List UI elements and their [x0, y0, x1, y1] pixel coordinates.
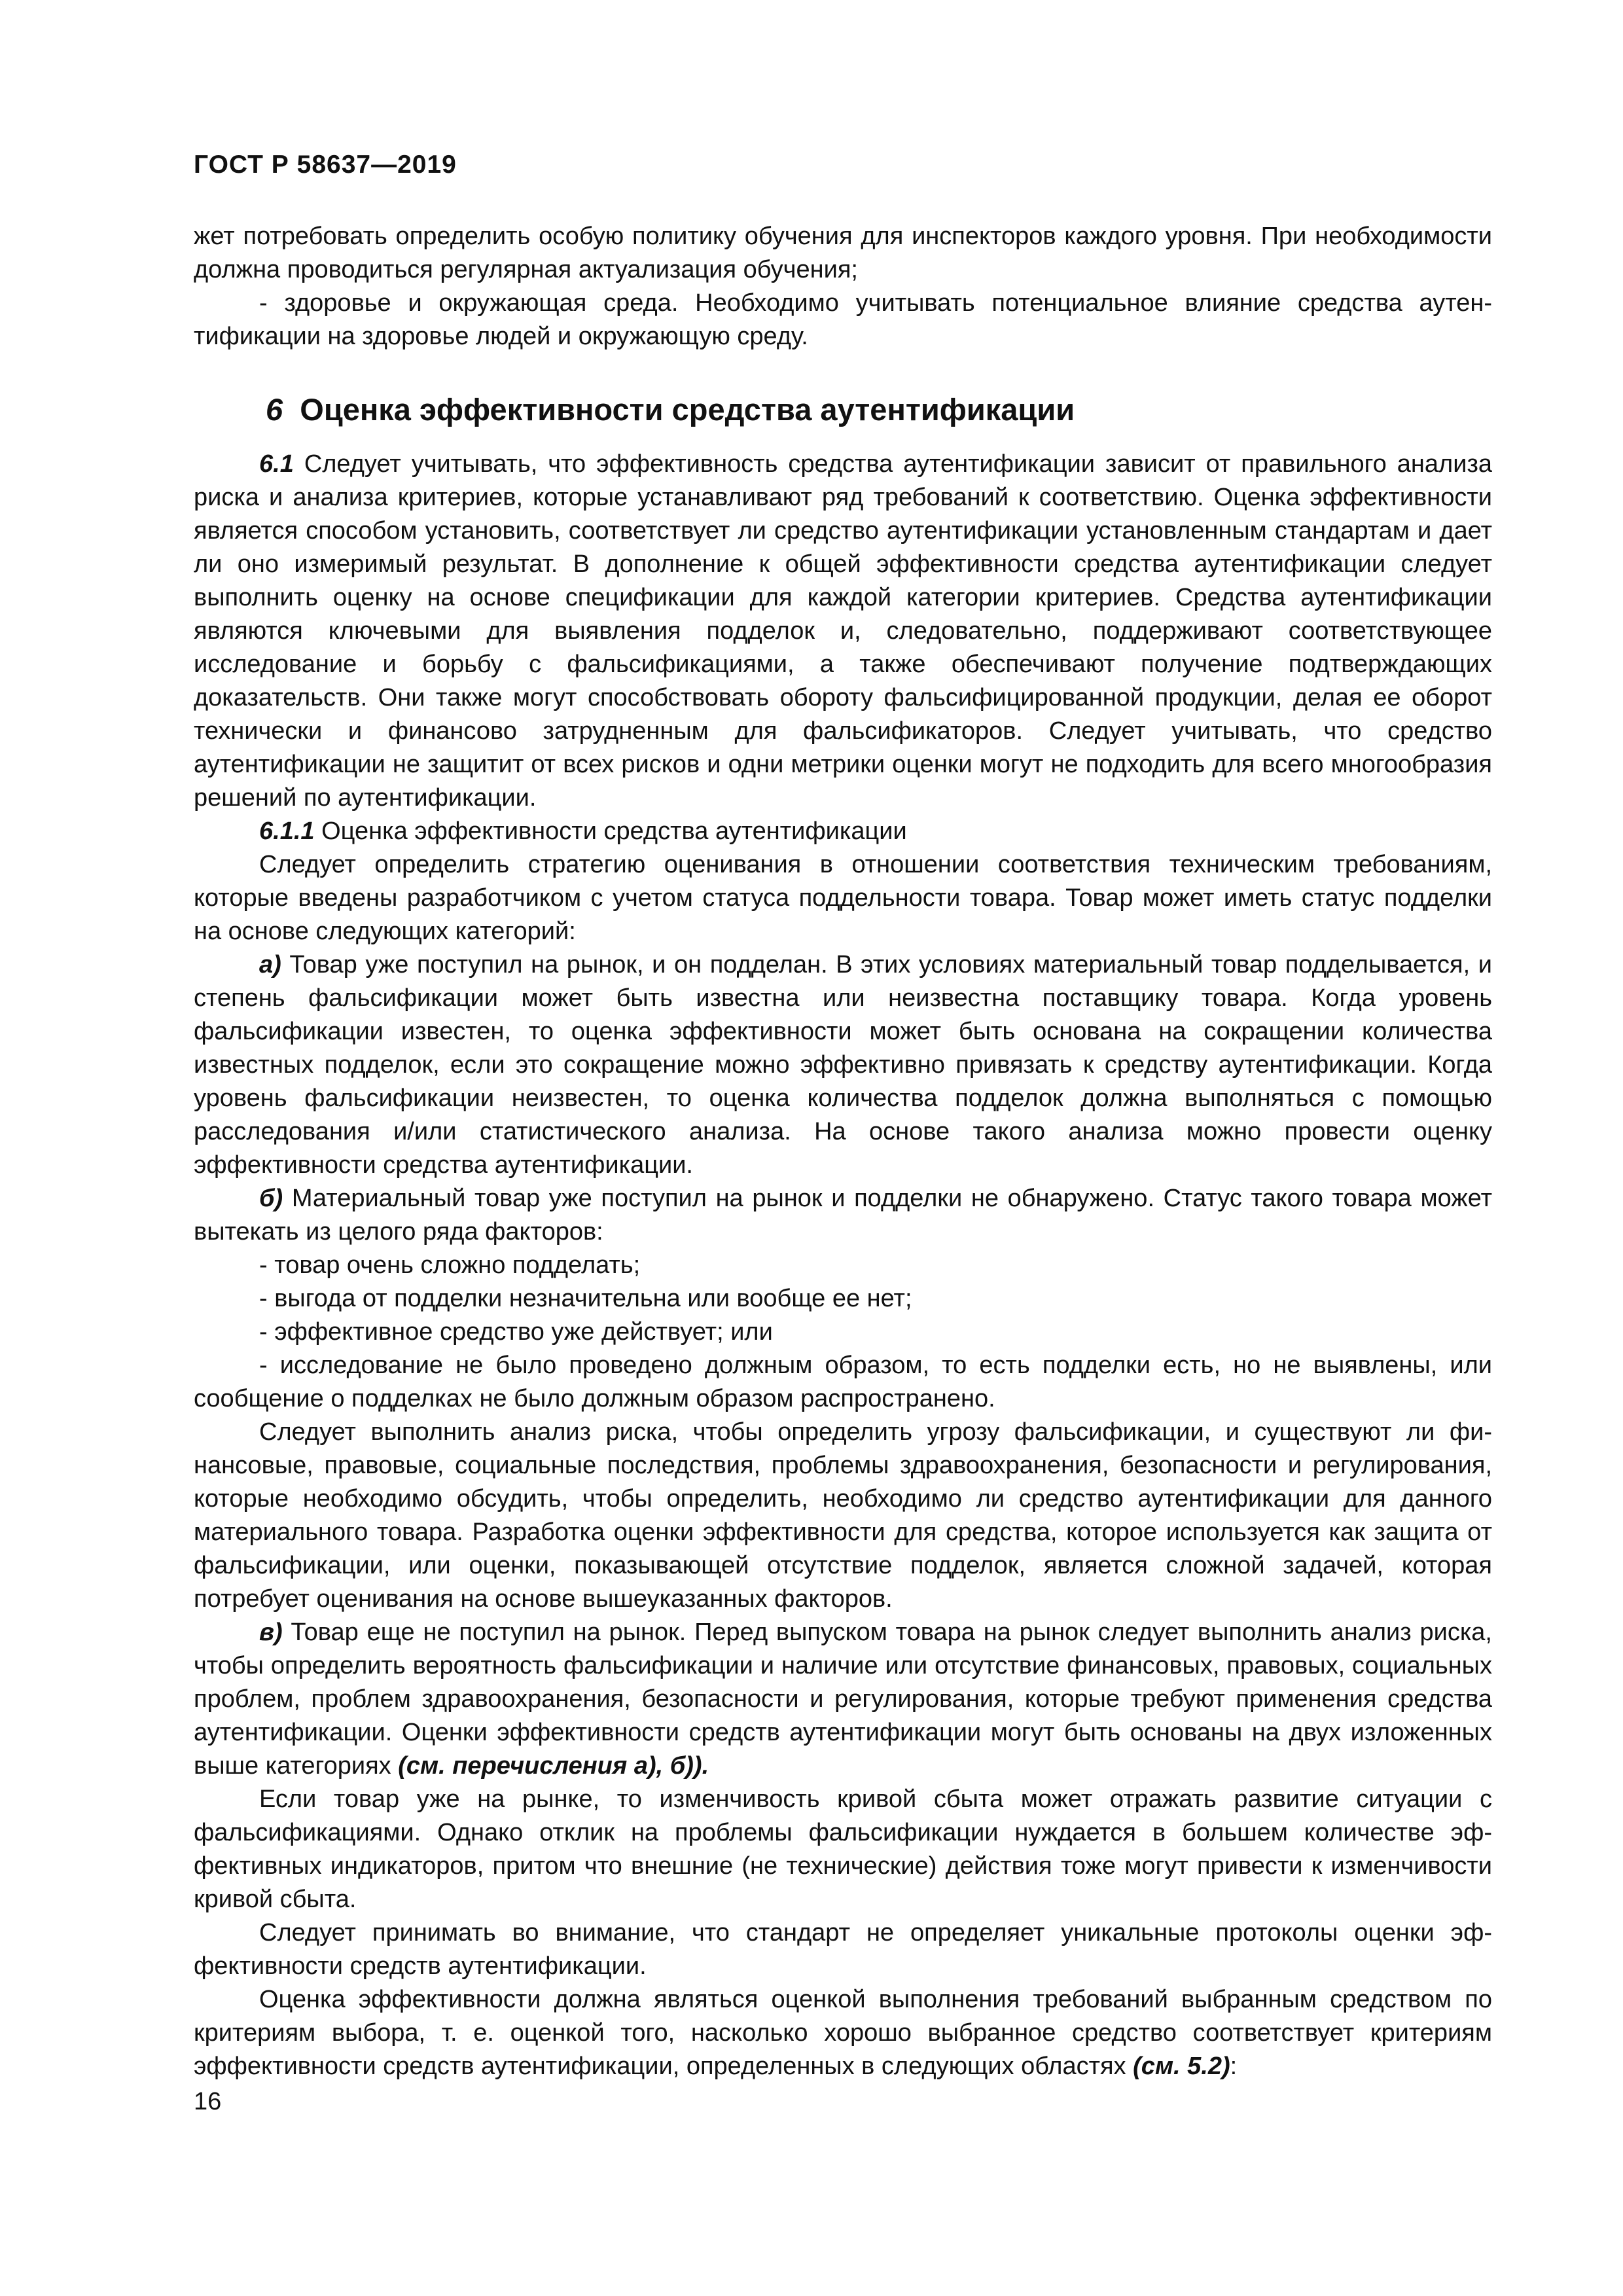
list-item-a [194, 948, 1492, 1182]
dash-item: - выгода от подделки незначительна или вообще ее нет; [259, 1285, 912, 1312]
paragraph-standard: Следует принимать во внимание, что стандарт не определяет уникальные протоколы оценки эффективности средств аутентификации. [194, 1919, 1492, 1980]
list-text: Товар еще не поступил на рынок. Перед выпуском товара на рынок следует выполнить анализ риска, чтобы определить вероятность фальсификации и наличие или отсутствие финансовых, правовых, социальных проблем, проблем здравоохранения, безопасности и регулирования, которые требуют применения средства аутентификации. Оценки эффективности средств аутентификации могут быть основаны на двух изложенных выше категориях [194, 1619, 1492, 1780]
list-label: б) [259, 1185, 283, 1212]
paragraph-market: Если товар уже на рынке, то изменчивость кривой сбыта может отражать развитие ситуации с фальсификациями. Однако отклик на проблемы фальсификации нуждается в большем количестве эффективных индикаторов, притом что внешние (не технические) действия тоже могут привести к изменчивости кривой сбыта. [194, 1785, 1492, 1913]
section-number: 6 [266, 392, 283, 427]
cross-reference: (см. 5.2) [1133, 2053, 1230, 2080]
list-item-v [194, 1616, 1492, 1783]
paragraph-strategy: Следует определить стратегию оценивания в отношении соответствия техническим требованиям, которые введены разработчиком с учетом статуса поддельности товара. Товар может иметь статус подделки на основе следующих категорий: [194, 851, 1492, 945]
section-title-text: Оценка эффективности средства аутентификации [300, 392, 1075, 427]
paragraph-assessment [194, 1983, 1492, 2083]
paragraph-risk: Следует выполнить анализ риска, чтобы определить угрозу фальсификации, и существуют ли финансовые, правовые, социальные последствия, проблемы здравоохранения, безопасности и регулирования, которые необходимо обсудить, чтобы определить, необходимо ли средство аутентификации для данного материального товара. Разработка оценки эффективности для средства, которое используется как защита от фальсификации, или оценки, показывающей отсутствие подделок, является сложной задачей, которая потребует оценивания на основе вышеуказанных факторов. [194, 1418, 1492, 1613]
clause-text: Следует учитывать, что эффективность средства аутентификации зависит от правильного анализа риска и анализа критериев, которые устанавливают ряд требований к соответствию. Оценка эффективности является способом установить, соответствует ли средство аутентификации установленным стандартам и дает ли оно измеримый результат. В дополнение к общей эффективности средства аутентификации следует выполнить оценку на основе спецификации для каждой категории критериев. Средства аутентификации являются ключевыми для выявления подделок и, следовательно, поддерживают соответствующее исследование и борьбу с фальсификациями, а также обеспечивают получение подтверждающих доказательств. Они также могут способствовать обороту фальсифицированной продукции, делая ее оборот технически и финансово затрудненным для фальсификаторов. Следует учитывать, что средство аутентификации не защитит от всех рисков и одни метрики оценки могут не подходить для всего многообразия решений по аутентификации. [194, 450, 1492, 812]
clause-number: 6.1.1 [259, 817, 315, 845]
page-body [194, 220, 1492, 2083]
list-text: Товар уже поступил на рынок, и он подделан. В этих условиях материальный товар подделывается, и степень фальсификации может быть известна или неизвестна поставщику товара. Когда уровень фальсификации известен, то оценка эффективности может быть основана на сокращении количества известных подделок, если это сокращение можно эффективно привязать к средству аутентификации. Когда уровень фальсификации неизвестен, то оценка количества подделок должна выполняться с помощью расследования и/или статистического анализа. На основе такого анализа можно провести оценку эффективности средства аутентификации. [194, 951, 1492, 1179]
section-heading [194, 390, 1492, 429]
list-label: в) [259, 1619, 283, 1646]
intro-dash-item: - здоровье и окружающая среда. Необходимо учитывать потенциальное влияние средства аутентификации на здоровье людей и окружающую среду. [194, 289, 1492, 350]
paragraph-text: Оценка эффективности должна являться оценкой выполнения требований выбранным средством по критериям выбора, т. е. оценкой того, насколько хорошо выбранное средство соответствует критериям эффективности средств аутентификации, определенных в следующих областях [194, 1986, 1492, 2080]
cross-reference: (см. перечисления а), б)). [398, 1752, 709, 1780]
dash-item: - исследование не было проведено должным образом, то есть подделки есть, но не выявлены, или сообщение о подделках не было должным образом распространено. [194, 1352, 1492, 1412]
document-header: ГОСТ Р 58637—2019 [194, 151, 457, 179]
dash-item: - эффективное средство уже действует; или [259, 1318, 773, 1346]
intro-paragraph: жет потребовать определить особую политику обучения для инспекторов каждого уровня. При необходимости должна проводиться регулярная актуализация обучения; [194, 223, 1492, 283]
clause-text: Оценка эффективности средства аутентификации [314, 817, 907, 845]
list-label: а) [259, 951, 281, 978]
list-text: Материальный товар уже поступил на рынок и подделки не обнаружено. Статус такого товара может вытекать из целого ряда факторов: [194, 1185, 1492, 1246]
list-item-b [194, 1182, 1492, 1249]
clause-number: 6.1 [259, 450, 294, 478]
clause-6-1 [194, 448, 1492, 815]
paragraph-tail: : [1230, 2053, 1238, 2080]
page-number: 16 [194, 2088, 222, 2115]
clause-6-1-1 [194, 815, 1492, 848]
dash-item: - товар очень сложно подделать; [259, 1251, 641, 1279]
